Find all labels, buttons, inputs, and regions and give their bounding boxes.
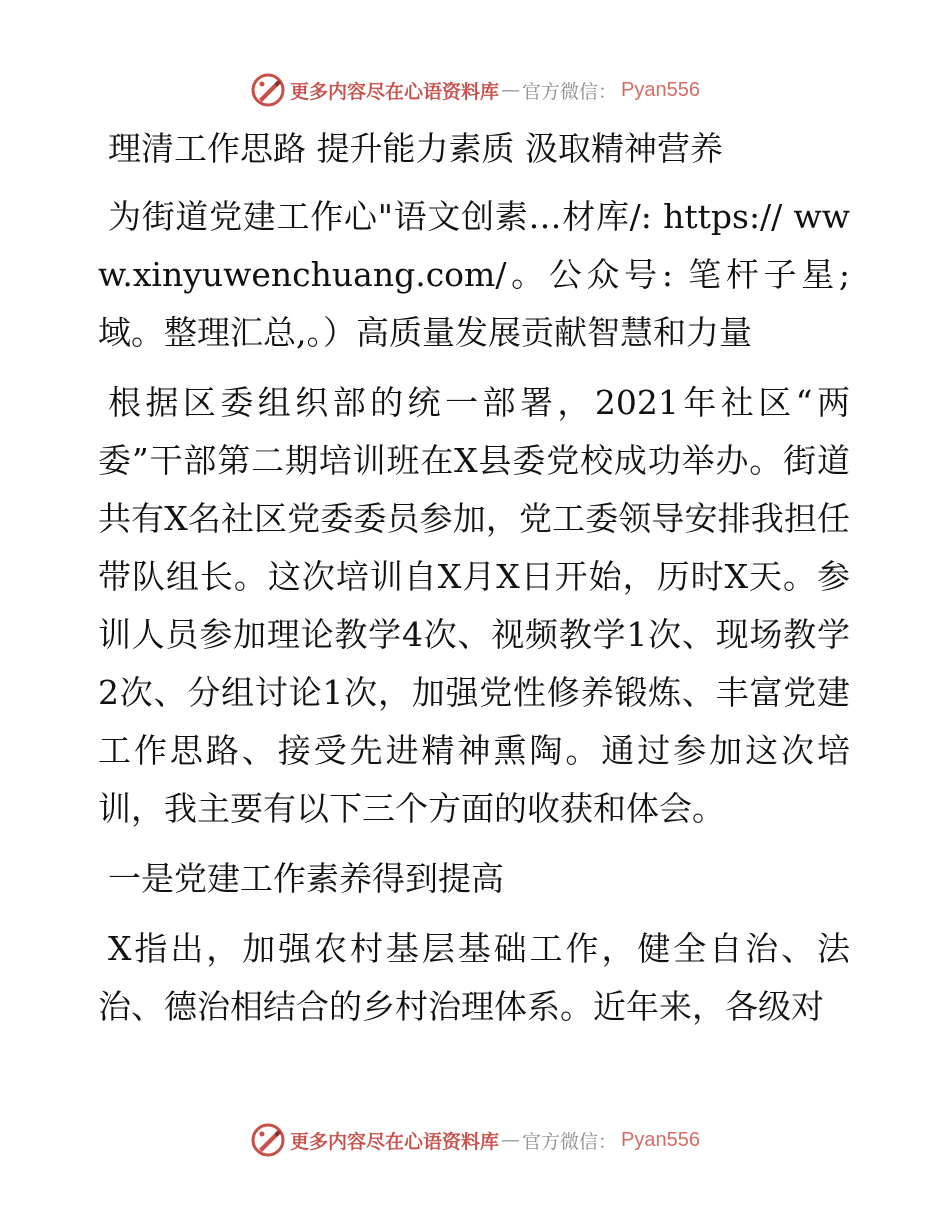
banner-wechat-account: Pyan556 bbox=[621, 1128, 700, 1151]
header-watermark-banner bbox=[0, 68, 950, 112]
document-subtitle: 为街道党建工作心"语文创素…材库/: https:// www.xinyuwenchuang.com/。公众号: 笔杆子星; 域。整理汇总,。）高质量发展贡献智慧和力量 bbox=[98, 197, 850, 352]
section-heading-1: 一是党建工作素养得到提高 bbox=[108, 859, 504, 898]
paragraph-section-1: X指出，加强农村基层基础工作，健全自治、法治、德治相结合的乡村治理体系。近年来，各级对 bbox=[98, 929, 850, 1026]
pen-logo-icon bbox=[250, 72, 286, 108]
document-body bbox=[98, 120, 850, 1036]
footer-watermark-banner bbox=[0, 1118, 950, 1162]
banner-dash: — bbox=[501, 79, 521, 101]
paragraph-intro: 根据区委组织部的统一部署，2021年社区“两委”干部第二期培训班在X县委党校成功举办。街道共有X名社区党委委员参加，党工委领导安排我担任带队组长。这次培训自X月X日开始，历时X天。参训人员参加理论教学4次、视频教学1次、现场教学2次、分组讨论1次，加强党性修养锻炼、丰富党建工作思路、接受先进精神熏陶。通过参加这次培训，我主要有以下三个方面的收获和体会。 bbox=[98, 383, 850, 828]
banner-wechat-account: Pyan556 bbox=[621, 78, 700, 101]
banner-site-text: 更多内容尽在心语资料库 bbox=[290, 80, 500, 103]
banner-dash: — bbox=[501, 1129, 521, 1151]
document-title: 理清工作思路 提升能力素质 汲取精神营养 bbox=[108, 129, 723, 168]
banner-wechat-label: 官方微信： bbox=[522, 1130, 618, 1153]
banner-site-text: 更多内容尽在心语资料库 bbox=[290, 1130, 500, 1153]
banner-wechat-label: 官方微信： bbox=[522, 80, 618, 103]
pen-logo-icon bbox=[250, 1122, 286, 1158]
